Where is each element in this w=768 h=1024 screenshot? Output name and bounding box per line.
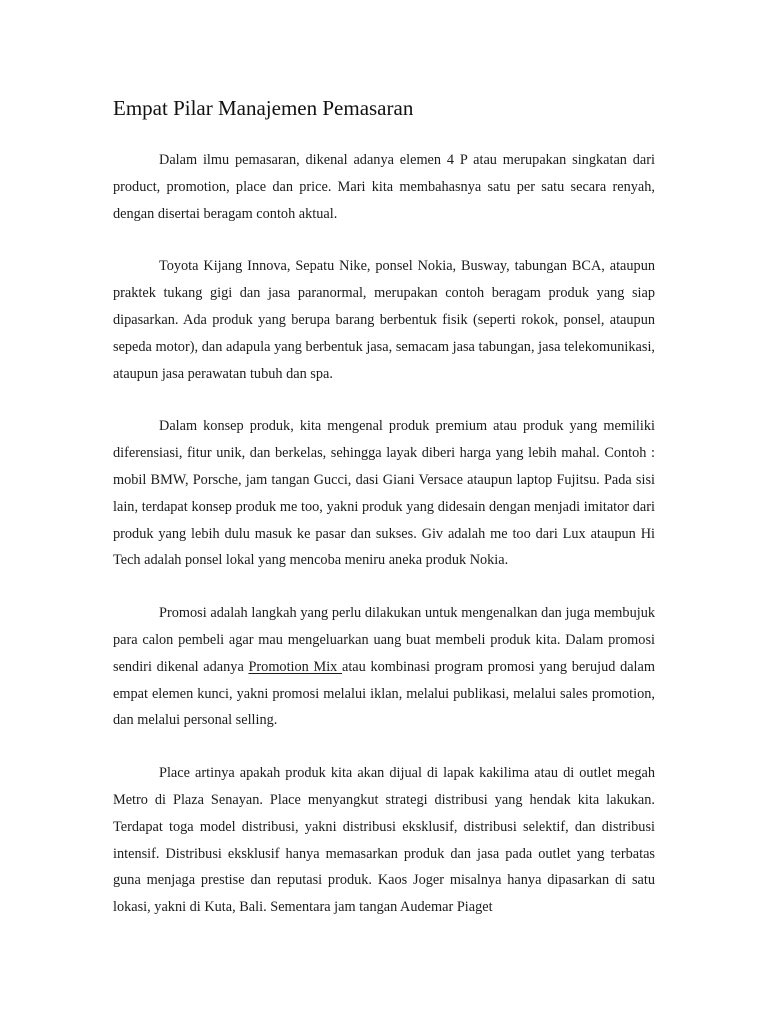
document-title: Empat Pilar Manajemen Pemasaran	[113, 96, 414, 120]
document-body	[113, 147, 655, 947]
paragraph-promotion-text-before: Promosi adalah langkah yang perlu dilakukan untuk mengenalkan dan juga membujuk para calon pembeli agar mau mengeluarkan uang buat membeli produk kita. Dalam promosi sendiri dikenal adanya	[113, 605, 655, 675]
paragraph-promotion	[113, 600, 655, 734]
paragraph-place: Place artinya apakah produk kita akan dijual di lapak kakilima atau di outlet megah Metro di Plaza Senayan. Place menyangkut strategi distribusi yang hendak kita lakukan. Terdapat toga model distribusi, yakni distribusi eksklusif, distribusi selektif, dan distribusi intensif. Distribusi eksklusif hanya memasarkan produk dan jasa pada outlet yang terbatas guna menjaga prestise dan reputasi produk. Kaos Joger misalnya hanya dipasarkan di satu lokasi, yakni di Kuta, Bali. Sementara jam tangan Audemar Piaget	[113, 765, 655, 916]
paragraph-promotion-text-after: atau kombinasi program promosi yang berujud dalam empat elemen kunci, yakni promosi melalui iklan, melalui publikasi, melalui sales promotion, dan melalui personal selling.	[113, 658, 655, 729]
paragraph-intro: Dalam ilmu pemasaran, dikenal adanya elemen 4 P atau merupakan singkatan dari product, promotion, place dan price. Mari kita membahasnya satu per satu secara renyah, dengan disertai beragam contoh aktual.	[113, 152, 655, 222]
promotion-mix-link[interactable]: Promotion Mix	[248, 658, 342, 675]
paragraph-product-examples: Toyota Kijang Innova, Sepatu Nike, ponsel Nokia, Busway, tabungan BCA, ataupun praktek tukang gigi dan jasa paranormal, merupakan contoh beragam produk yang siap dipasarkan. Ada produk yang berupa barang berbentuk fisik (seperti rokok, ponsel, ataupun sepeda motor), dan adapula yang berbentuk jasa, semacam jasa tabungan, jasa telekomunikasi, ataupun jasa perawatan tubuh dan spa.	[113, 258, 655, 382]
paragraph-product-concept: Dalam konsep produk, kita mengenal produk premium atau produk yang memiliki diferensiasi, fitur unik, dan berkelas, sehingga layak diberi harga yang lebih mahal. Contoh : mobil BMW, Porsche, jam tangan Gucci, dasi Giani Versace ataupun laptop Fujitsu. Pada sisi lain, terdapat konsep produk me too, yakni produk yang didesain dengan menjadi imitator dari produk yang lebih dulu masuk ke pasar dan sukses. Giv adalah me too dari Lux ataupun Hi Tech adalah ponsel lokal yang mencoba meniru aneka produk Nokia.	[113, 418, 655, 569]
